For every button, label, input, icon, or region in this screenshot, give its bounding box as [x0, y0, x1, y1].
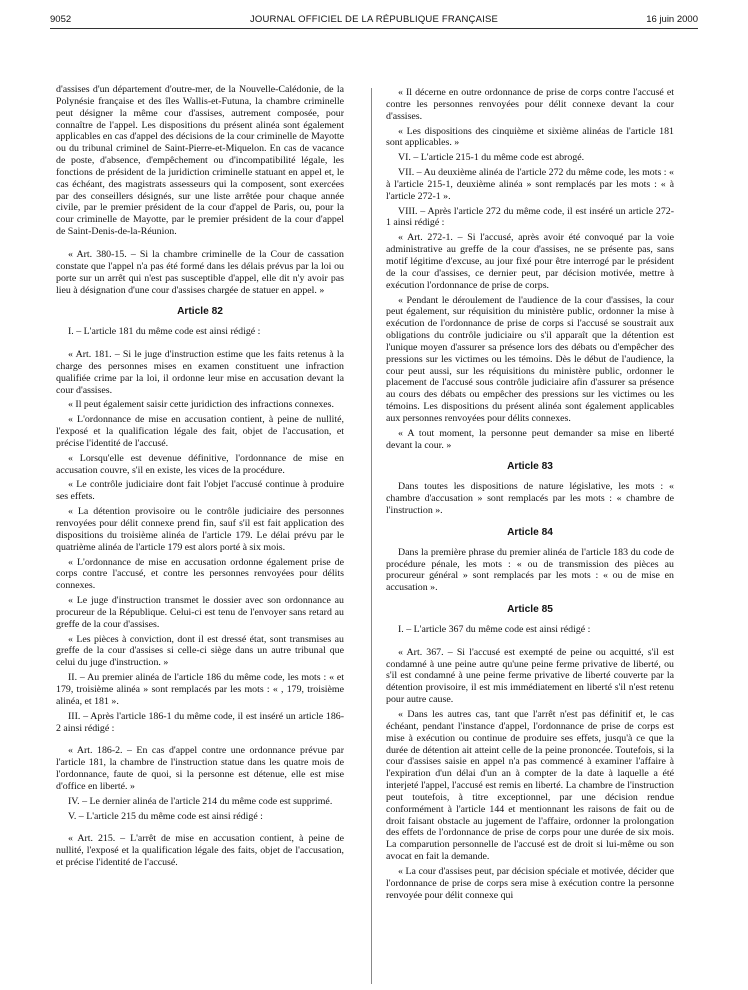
paragraph: « Art. 181. – Si le juge d'instruction estime que les faits retenus à la charge des personnes mises en examen constituent une infraction qualifiée crime par la loi, il ordonne leur mise en accusation devant la cour d'assises.: [56, 349, 344, 396]
paragraph: « Les dispositions des cinquième et sixième alinéas de l'article 181 sont applicables. »: [386, 125, 674, 149]
paragraph: « La détention provisoire ou le contrôle judiciaire des personnes renvoyées pour délit connexe prend fin, sauf s'il est fait application des dispositions du troisième alinéa de l'article 179. Le délai prévu par le quatrième alinéa de l'article 179 est alors porté à six mois.: [56, 506, 344, 553]
publication-date: 16 juin 2000: [646, 14, 698, 25]
paragraph: « Art. 272-1. – Si l'accusé, après avoir été convoqué par la voie administrative au greffe de la cour d'assises, ne se présente pas, sans motif légitime d'excuse, au jour fixé pour être interrogé par le président de la cour d'assises, ce dernier peut, par décision motivée, mettre à exécution l'ordonnance de prise de corps.: [386, 232, 674, 291]
paragraph: « L'ordonnance de mise en accusation ordonne également prise de corps contre l'accusé, et contre les personnes renvoyées pour délits connexes.: [56, 556, 344, 592]
article-heading: Article 85: [507, 604, 553, 616]
paragraph: II. – Au premier alinéa de l'article 186 du même code, les mots : « et 179, troisième alinéa » sont remplacés par les mots : « , 179, troisième alinéa, et 181 ».: [56, 672, 344, 707]
header-rule: [50, 28, 698, 29]
paragraph: I. – L'article 367 du même code est ainsi rédigé :: [398, 623, 591, 635]
article-heading: Article 84: [507, 526, 553, 538]
column-separator: [371, 88, 372, 984]
paragraph: « Dans les autres cas, tant que l'arrêt n'est pas définitif et, le cas échéant, pendant l'instance d'appel, l'ordonnance de prise de corps est mise à exécution ou continue de produire ses effets, jusqu'à ce que la durée de détention ait atteint celle de la peine prononcée. Toutefois, si la cour d'assises saisie en appel n'a pas commencé à examiner l'affaire à l'expiration d'un délai d'un an à compter de la date à laquelle a été interjeté l'appel, l'accusé est remis en liberté. La chambre de l'instruction peut toutefois, à titre exceptionnel, par une décision rendue conformément à l'article 144 et mentionnant les raisons de fait ou de droit faisant obstacle au jugement de l'affaire, ordonner la prolongation des effets de l'ordonnance de prise de corps pour une durée de six mois. La comparution personnelle de l'accusé est de droit si lui-même ou son avocat en fait la demande.: [386, 708, 674, 863]
paragraph: « L'ordonnance de mise en accusation contient, à peine de nullité, l'exposé et la qualification légale des fait, objet de l'accusation, et précise l'identité de l'accusé.: [56, 414, 344, 449]
paragraph: « A tout moment, la personne peut demander sa mise en liberté devant la cour. »: [386, 427, 674, 451]
paragraph: « Il peut également saisir cette juridiction des infractions connexes.: [68, 399, 334, 411]
paragraph: VII. – Au deuxième alinéa de l'article 272 du même code, les mots : « à l'article 215-1, deuxième alinéa » sont remplacés par les mots : « à l'article 272-1 ».: [386, 167, 674, 202]
paragraph: d'assises d'un département d'outre-mer, de la Nouvelle-Calédonie, de la Polynésie française et des îles Wallis-et-Futuna, la chambre criminelle peut désigner la même cour d'assises, autrement composée, pour connaître de l'appel. Les dispositions du présent alinéa sont également applicables en cas d'appel des décisions de la cour criminelle de Mayotte ou du tribunal criminel de Saint-Pierre-et-Miquelon. En cas de vacance de poste, d'absence, d'empêchement ou d'incompatibilité légale, les fonctions de président de la juridiction criminelle statuant en appel et, le cas échéant, des magistrats assesseurs qui la composent, sont exercées par des conseillers désignés, sur une liste arrêtée pour chaque année civile, par le premier président de la cour d'appel de Paris, ou, pour la cour criminelle de Mayotte, par le premier président de la cour d'appel de Saint-Denis-de-la-Réunion.: [56, 84, 344, 238]
journal-title: JOURNAL OFFICIEL DE LA RÉPUBLIQUE FRANÇAISE: [249, 14, 499, 25]
paragraph: « Pendant le déroulement de l'audience de la cour d'assises, la cour peut également, sur réquisition du ministère public, ordonner la mise à exécution de l'ordonnance de prise de corps si l'accusé se soustrait aux obligations du contrôle judiciaire ou s'il apparaît que la détention est l'unique moyen d'assurer sa présence lors des débats ou d'empêcher des pressions sur les victimes ou les témoins. Dès le début de l'audience, la cour peut aussi, sur les réquisitions du ministère public, ordonner le placement de l'accusé sous contrôle judiciaire afin d'assurer sa présence au cours des débats ou empêcher des pressions sur les victimes ou les témoins. Les dispositions du présent alinéa sont également applicables aux personnes renvoyées pour délits connexes.: [386, 294, 674, 424]
paragraph: III. – Après l'article 186-1 du même code, il est inséré un article 186-2 ainsi rédigé :: [56, 710, 344, 734]
paragraph: « La cour d'assises peut, par décision spéciale et motivée, décider que l'ordonnance de prise de corps sera mise à exécution contre la personne renvoyée pour délit connexe qui: [386, 865, 674, 901]
page-number: 9052: [50, 14, 72, 25]
paragraph: VI. – L'article 215-1 du même code est abrogé.: [398, 152, 585, 164]
paragraph: « Lorsqu'elle est devenue définitive, l'ordonnance de mise en accusation couvre, s'il en existe, les vices de la procédure.: [56, 452, 344, 476]
paragraph: « Le juge d'instruction transmet le dossier avec son ordonnance au procureur de la République. Celui-ci est tenu de l'envoyer sans retard au greffe de la cour d'assises.: [56, 595, 344, 630]
paragraph: IV. – Le dernier alinéa de l'article 214 du même code est supprimé.: [68, 795, 333, 807]
left-column: [56, 84, 344, 872]
paragraph: Dans toutes les dispositions de nature législative, les mots : « chambre d'accusation » sont remplacés par les mots : « chambre de l'instruction ».: [386, 481, 674, 516]
paragraph: « Il décerne en outre ordonnance de prise de corps contre l'accusé et contre les personnes renvoyées pour délit connexe devant la cour d'assises.: [386, 87, 674, 122]
paragraph: V. – L'article 215 du même code est ainsi rédigé :: [68, 810, 263, 822]
paragraph: I. – L'article 181 du même code est ainsi rédigé :: [68, 326, 261, 338]
right-column: [386, 87, 674, 904]
paragraph: Dans la première phrase du premier alinéa de l'article 183 du code de procédure pénale, les mots : « ou de transmission des pièces au procureur général » sont remplacés par les mots : « ou de mise en accusation ».: [386, 546, 674, 594]
paragraph: « Art. 215. – L'arrêt de mise en accusation contient, à peine de nullité, l'exposé et la qualification légale des faits, objet de l'accusation, et précise l'identité de l'accusé.: [56, 833, 344, 869]
paragraph: « Les pièces à conviction, dont il est dressé état, sont transmises au greffe de la cour d'assises si celle-ci siège dans un autre tribunal que celui du juge d'instruction. »: [56, 633, 344, 669]
article-heading: Article 83: [507, 461, 553, 473]
article-heading: Article 82: [177, 306, 223, 318]
paragraph: « Art. 186-2. – En cas d'appel contre une ordonnance prévue par l'article 181, la chambre de l'instruction statue dans les quatre mois de l'ordonnance, faute de quoi, si la personne est détenue, elle est mise d'office en liberté. »: [56, 745, 344, 792]
paragraph: « Le contrôle judiciaire dont fait l'objet l'accusé continue à produire ses effets.: [56, 479, 344, 503]
paragraph: « Art. 367. – Si l'accusé est exempté de peine ou acquitté, s'il est condamné à une peine autre qu'une peine ferme privative de liberté, ou s'il est condamné à une peine ferme privative de liberté couverte par la détention provisoire, il est mis immédiatement en liberté s'il n'est retenu pour autre cause.: [386, 646, 674, 706]
paragraph: VIII. – Après l'article 272 du même code, il est inséré un article 272-1 ainsi rédigé :: [386, 205, 674, 229]
page-header: [50, 10, 698, 28]
paragraph: « Art. 380-15. – Si la chambre criminelle de la Cour de cassation constate que l'appel n'a pas été formé dans les délais prévus par la loi ou porte sur un arrêt qui n'est pas susceptible d'appel, elle dit n'y avoir pas lieu à désignation d'une cour d'assises chargée de statuer en appel. »: [56, 248, 344, 296]
